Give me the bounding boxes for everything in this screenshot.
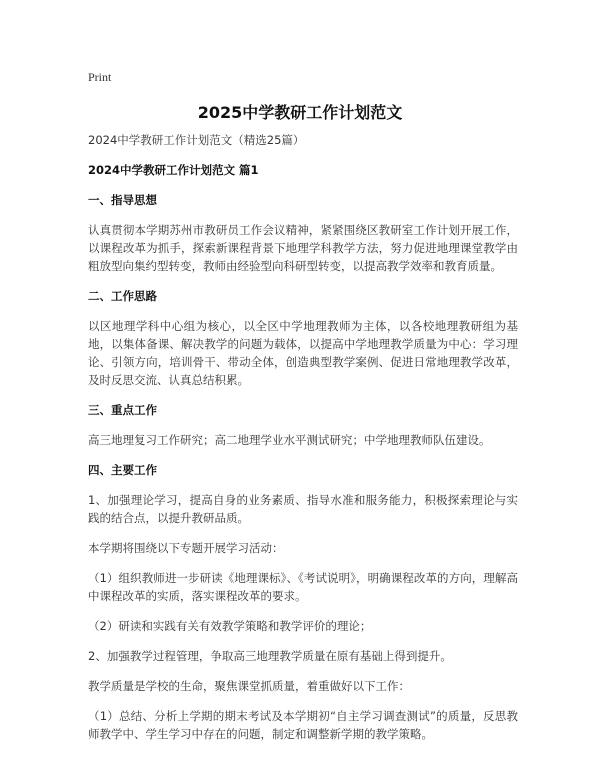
- paragraph: 本学期将围绕以下专题开展学习活动：: [88, 541, 284, 555]
- section-heading-key-work: 三、重点工作: [88, 403, 157, 417]
- article-subtitle: 2024中学教研工作计划范文（精选25篇）: [88, 133, 305, 147]
- section-heading-work-ideas: 二、工作思路: [88, 289, 157, 303]
- paragraph: （1）组织教师进一步研读《地理课标》、《考试说明》，明确课程改革的方向，理解高中课程改革的实质，落实课程改革的要求。: [88, 571, 518, 603]
- paragraph: 高三地理复习工作研究；高二地理学业水平测试研究；中学地理教师队伍建设。: [88, 433, 491, 447]
- paragraph: 以区地理学科中心组为核心，以全区中学地理教师为主体，以各校地理教研组为基地，以集体备课、解决教学的问题为载体，以提高中学地理教学质量为中心：学习理论、引领方向，培训骨干、带动全体，创造典型教学案例、促进日常地理教学改革，及时反思交流、认真总结积累。: [88, 319, 518, 387]
- paragraph: 教学质量是学校的生命，聚焦课堂抓质量，着重做好以下工作：: [88, 679, 410, 693]
- paragraph: （2）研读和实践有关有效教学策略和教学评价的理论；: [88, 619, 372, 633]
- paragraph: 认真贯彻本学期苏州市教研员工作会议精神，紧紧围绕区教研室工作计划开展工作，以课程改革为抓手，探索新课程背景下地理学科教学方法，努力促进地理课堂教学由粗放型向集约型转变，教师由经验型向科研型转变，以提高教学效率和教育质量。: [88, 223, 518, 273]
- article-body: [88, 131, 518, 755]
- paragraph: 1、加强理论学习，提高自身的业务素质、指导水准和服务能力，积极探索理论与实践的结合点，以提升教研品质。: [88, 493, 518, 525]
- paragraph: （1）总结、分析上学期的期末考试及本学期初“自主学习调查测试”的质量，反思教师教学中、学生学习中存在的问题，制定和调整新学期的教学策略。: [88, 709, 518, 741]
- section-heading-guiding-thought: 一、指导思想: [88, 193, 157, 207]
- print-link[interactable]: Print: [88, 70, 112, 84]
- article-heading: 2024中学教研工作计划范文 篇1: [88, 163, 259, 177]
- page-title: 2025中学教研工作计划范文: [197, 103, 403, 122]
- paragraph: 2、加强教学过程管理，争取高三地理教学质量在原有基础上得到提升。: [88, 649, 452, 663]
- section-heading-main-work: 四、主要工作: [88, 463, 157, 477]
